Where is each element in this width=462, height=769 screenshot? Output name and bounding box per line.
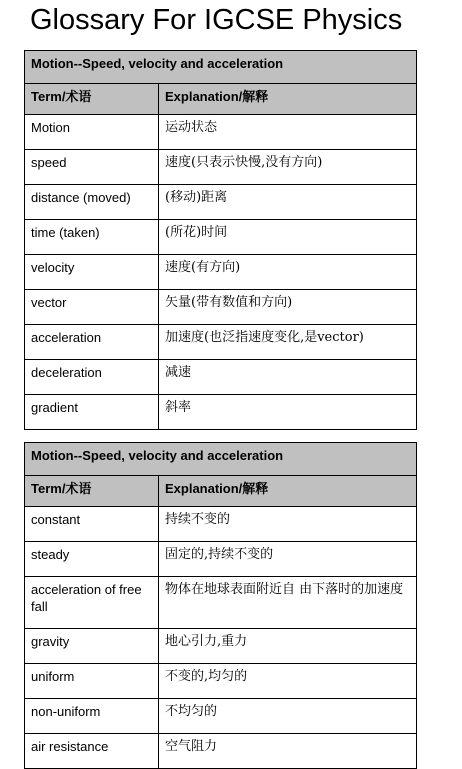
glossary-table — [24, 50, 417, 430]
explanation-cell: 固定的,持续不变的 — [159, 542, 417, 577]
section-title: Motion--Speed, velocity and acceleration — [25, 443, 417, 476]
table-row — [25, 185, 417, 220]
explanation-cell: 空气阻力 — [159, 734, 417, 769]
section-header-row — [25, 51, 417, 84]
explanation-cell: 斜率 — [159, 395, 417, 430]
term-cell: steady — [25, 542, 159, 577]
term-cell: velocity — [25, 255, 159, 290]
table-row — [25, 577, 417, 629]
term-cell: distance (moved) — [25, 185, 159, 220]
explanation-cell: 矢量(带有数值和方向) — [159, 290, 417, 325]
explanation-cell: 速度(只表示快慢,没有方向) — [159, 150, 417, 185]
table-row — [25, 325, 417, 360]
page-title: Glossary For IGCSE Physics — [30, 4, 403, 36]
table-row — [25, 699, 417, 734]
explanation-cell: 速度(有方向) — [159, 255, 417, 290]
explanation-cell: 不均匀的 — [159, 699, 417, 734]
table-row — [25, 115, 417, 150]
column-header-explanation: Explanation/解释 — [159, 84, 417, 115]
section-title: Motion--Speed, velocity and acceleration — [25, 51, 417, 84]
table-row — [25, 395, 417, 430]
table-row — [25, 150, 417, 185]
term-cell: Motion — [25, 115, 159, 150]
explanation-cell: 不变的,均匀的 — [159, 664, 417, 699]
table-row — [25, 629, 417, 664]
term-cell: acceleration of free fall — [25, 577, 159, 629]
table-row — [25, 220, 417, 255]
column-header-row — [25, 84, 417, 115]
explanation-cell: 加速度(也泛指速度变化,是vector) — [159, 325, 417, 360]
table-row — [25, 734, 417, 769]
glossary-table — [24, 442, 417, 769]
term-cell: gradient — [25, 395, 159, 430]
term-cell: uniform — [25, 664, 159, 699]
explanation-cell: 物体在地球表面附近自 由下落时的加速度 — [159, 577, 417, 629]
table-row — [25, 664, 417, 699]
table-row — [25, 290, 417, 325]
explanation-cell: 持续不变的 — [159, 507, 417, 542]
column-header-row — [25, 476, 417, 507]
explanation-cell: 运动状态 — [159, 115, 417, 150]
term-cell: speed — [25, 150, 159, 185]
term-cell: constant — [25, 507, 159, 542]
column-header-term: Term/术语 — [25, 476, 159, 507]
section-header-row — [25, 443, 417, 476]
explanation-cell: 地心引力,重力 — [159, 629, 417, 664]
table-row — [25, 542, 417, 577]
table-row — [25, 255, 417, 290]
term-cell: air resistance — [25, 734, 159, 769]
term-cell: deceleration — [25, 360, 159, 395]
table-row — [25, 360, 417, 395]
term-cell: gravity — [25, 629, 159, 664]
term-cell: time (taken) — [25, 220, 159, 255]
term-cell: acceleration — [25, 325, 159, 360]
term-cell: vector — [25, 290, 159, 325]
explanation-cell: (移动)距离 — [159, 185, 417, 220]
column-header-explanation: Explanation/解释 — [159, 476, 417, 507]
table-row — [25, 507, 417, 542]
term-cell: non-uniform — [25, 699, 159, 734]
column-header-term: Term/术语 — [25, 84, 159, 115]
explanation-cell: (所花)时间 — [159, 220, 417, 255]
explanation-cell: 减速 — [159, 360, 417, 395]
